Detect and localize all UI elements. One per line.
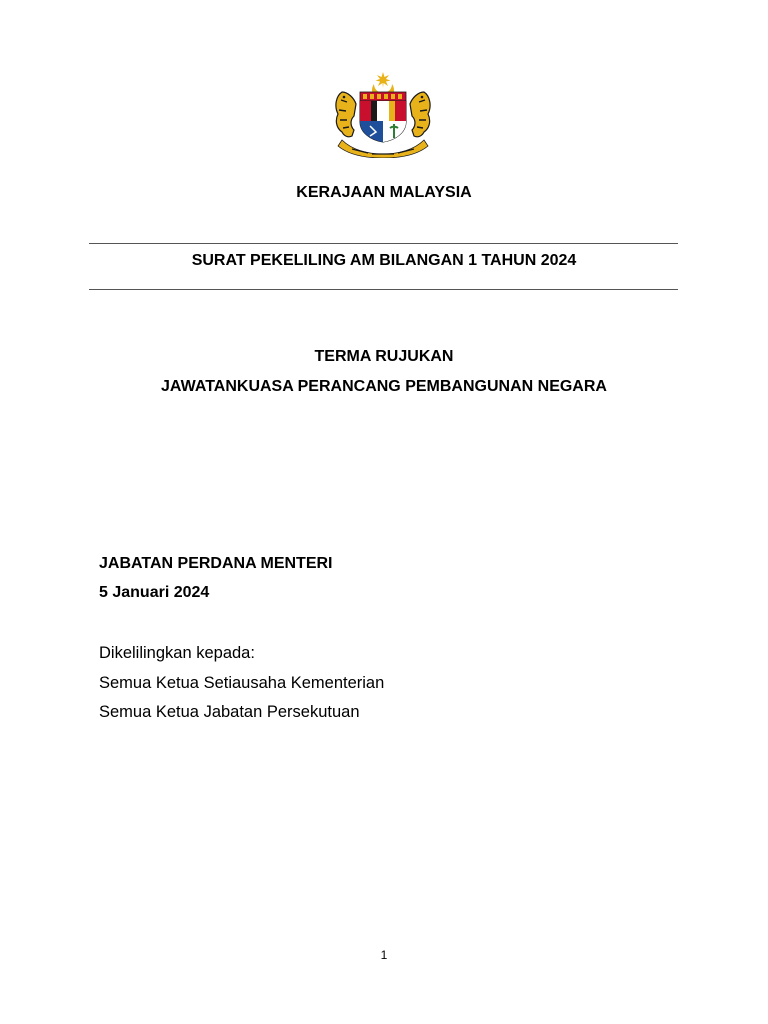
issuing-department: JABATAN PERDANA MENTERI (99, 555, 333, 572)
recipient-item: Semua Ketua Jabatan Persekutuan (99, 703, 360, 721)
page-number: 1 (380, 948, 388, 962)
subject-line-2: JAWATANKUASA PERANCANG PEMBANGUNAN NEGARA (161, 378, 607, 395)
top-divider (89, 243, 678, 244)
government-heading: KERAJAAN MALAYSIA (296, 184, 472, 201)
circulation-label: Dikelilingkan kepada: (99, 644, 255, 662)
issue-date: 5 Januari 2024 (99, 584, 210, 601)
subject-line-1: TERMA RUJUKAN (314, 348, 454, 365)
circular-title: SURAT PEKELILING AM BILANGAN 1 TAHUN 2024 (191, 252, 577, 269)
bottom-divider (89, 289, 678, 290)
malaysia-coat-of-arms-icon (332, 70, 434, 158)
recipient-item: Semua Ketua Setiausaha Kementerian (99, 674, 385, 692)
